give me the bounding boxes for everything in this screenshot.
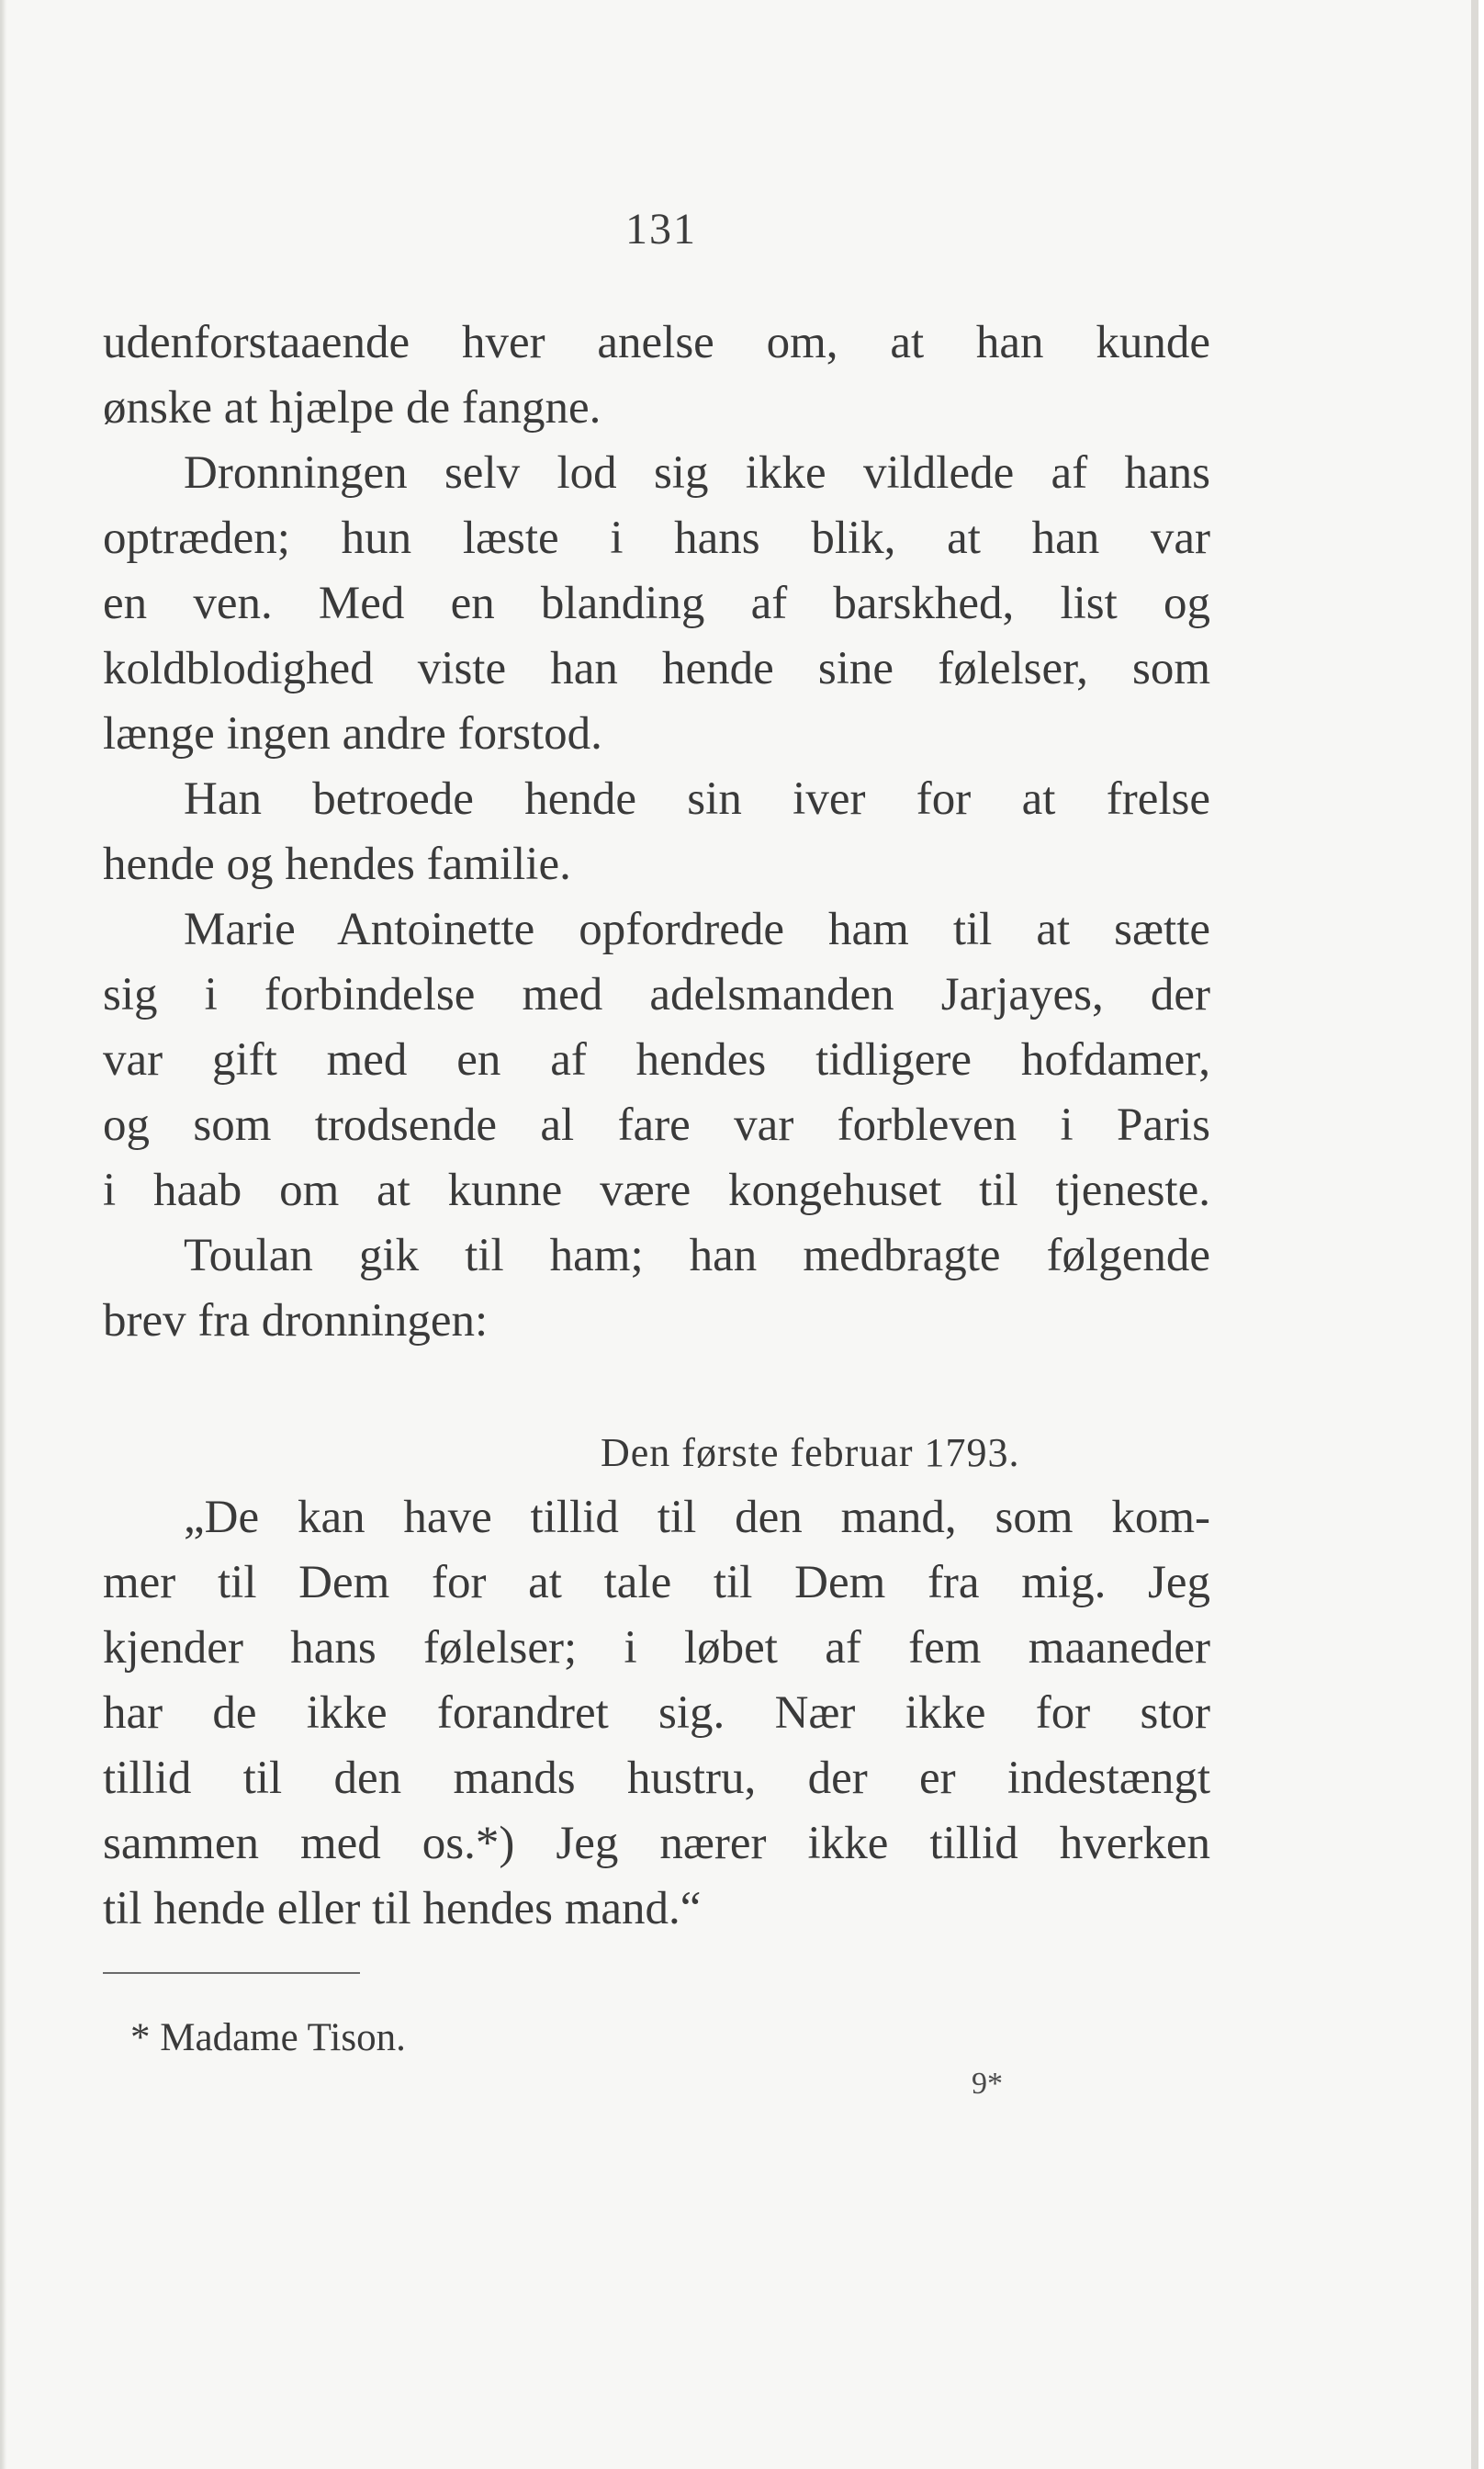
text-line: brev fra dronningen:	[103, 1295, 489, 1347]
text-line: ønske at hjælpe de fangne.	[103, 382, 601, 434]
text-line: længe ingen andre forstod.	[103, 708, 602, 760]
text-line: Dronningen selv lod sig ikke vildlede af hans	[184, 447, 1210, 499]
page-edge	[1471, 0, 1478, 2469]
text-line: Toulan gik til ham; han medbragte følgende	[184, 1230, 1210, 1281]
signature-mark: 9*	[972, 2067, 1003, 2101]
letter-line: har de ikke forandret sig. Nær ikke for stor	[103, 1687, 1210, 1739]
text-line: udenforstaaende hver anelse om, at han kunde	[103, 317, 1210, 368]
text-line: sig i forbindelse med adelsmanden Jarjayes, der	[103, 969, 1210, 1020]
body-text	[103, 310, 1210, 1942]
letter-line: kjender hans følelser; i løbet af fem maaneder	[103, 1622, 1210, 1674]
letter-line: sammen med os.*) Jeg nærer ikke tillid hverken	[103, 1818, 1210, 1869]
text-line: optræden; hun læste i hans blik, at han var	[103, 513, 1210, 564]
letter-line: tillid til den mands hustru, der er indestængt	[103, 1753, 1210, 1804]
text-line: Marie Antoinette opfordrede ham til at sætte	[184, 904, 1210, 955]
text-line: i haab om at kunne være kongehuset til tjeneste.	[103, 1165, 1210, 1216]
text-line: en ven. Med en blanding af barskhed, list og	[103, 578, 1210, 629]
footnote: * Madame Tison.	[130, 2016, 406, 2059]
text-line: Han betroede hende sin iver for at frelse	[184, 773, 1210, 825]
letter-line: „De kan have tillid til den mand, som kom-	[184, 1492, 1210, 1543]
text-line: koldblodighed viste han hende sine følelser, som	[103, 643, 1210, 694]
letter-line: mer til Dem for at tale til Dem fra mig. Jeg	[103, 1557, 1210, 1608]
text-line: og som trodsende al fare var forbleven i Paris	[103, 1099, 1210, 1151]
letter-dateline: Den første februar 1793.	[601, 1430, 1020, 1475]
footnote-divider	[103, 1972, 360, 1974]
page-number: 131	[625, 205, 697, 254]
text-line: hende og hendes familie.	[103, 839, 571, 890]
letter-line: til hende eller til hendes mand.“	[103, 1883, 702, 1934]
text-line: var gift med en af hendes tidligere hofdamer,	[103, 1034, 1210, 1086]
